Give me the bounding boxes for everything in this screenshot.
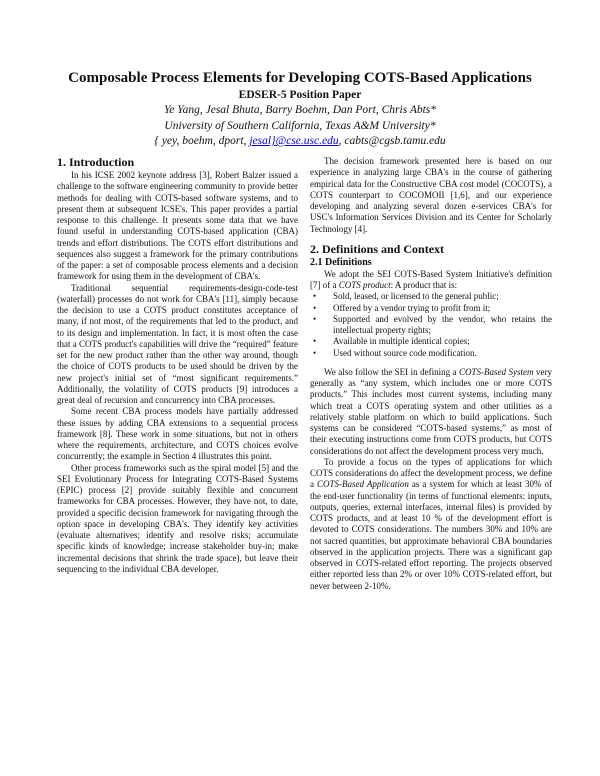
list-item	[310, 291, 552, 302]
cots-based-system-paragraph	[310, 367, 552, 457]
decision-framework-paragraph: The decision framework presented here is based on our experience in analyzing large CBA's in the course of gathering empirical data for the Constructive CBA cost model (COCOTS), a COTS counterpart to COCOMOII [1,6], and our experience developing and analyzing several dozen e-services CBA's for USC's Information Services Division and its Center for Scholarly Technology [4].	[310, 156, 552, 234]
section-heading-definitions: 2. Definitions and Context	[310, 241, 445, 256]
paper-title: Composable Process Elements for Developing COTS-Based Applications	[68, 70, 532, 86]
list-item-text: Used without source code modification.	[333, 347, 477, 358]
bullet-icon: •	[313, 313, 317, 324]
list-item	[310, 348, 552, 359]
cots-based-application-paragraph	[310, 457, 552, 592]
list-item-text: Supported and evolved by the vendor, who retains the intellectual property rights;	[333, 313, 552, 335]
list-item-text: Offered by a vendor trying to profit from it;	[333, 302, 491, 313]
list-item	[310, 303, 552, 314]
bullet-icon: •	[313, 336, 317, 347]
email-suffix: , cabts@cgsb.tamu.edu	[338, 135, 446, 147]
paper-subtitle: EDSER-5 Position Paper	[238, 89, 362, 101]
app-text-rest: as a system for which at least 30% of the end-user functionality (in terms of functional elements: inputs, outputs, queries, external interfaces, internal files) is provided by COTS products, and at least 10 % of the development effort is devoted to COTS considerations. The numbers 30% and 10% are not sacred quantities, but approximate behavioral CBA boundaries observed in the application projects. There was a significant gap observed in COTS-related effort reporting. The projects observed either reported less than 2% or over 10% COTS-related effort, but never between 2-10%.	[310, 479, 552, 591]
list-item	[310, 336, 552, 347]
bullet-icon: •	[313, 347, 317, 358]
email-list	[40, 134, 560, 150]
cots-definition-intro	[310, 269, 552, 292]
left-column	[57, 156, 298, 575]
def-intro-term: COTS product	[338, 280, 391, 290]
system-text-start: We also follow the SEI in defining a	[324, 366, 460, 377]
section-heading-introduction: 1. Introduction	[57, 155, 135, 169]
subsection-heading-definitions: 2.1 Definitions	[310, 256, 372, 268]
waterfall-paragraph: Traditional sequential requirements-design-code-test (waterfall) processes do not work for CBA's [11], simply because the decision to use a COTS product constitutes acceptance of many, if not most, of the requirements that led to the product, and to its design and implementation. In fact, it is most often the case that a COTS product's capabilities will drive the “required” feature set for the new product rather than the other way around, though the choice of COTS products to be used should be driven by the new project's initial set of “most significant requirements.” Additionally, the volatility of COTS products [9] introduces a great deal of recursion and concurrency into CBA processes.	[57, 282, 298, 405]
frameworks-paragraph: Other process frameworks such as the spiral model [5] and the SEI Evolutionary Process for Integrating COTS-Based Systems (EPIC) process [2] provide suitably flexible and concurrent frameworks for CBA processes. However, they have not, to date, provided a specific decision framework for navigating through the option space in developing CBA's. They identify key activities (evaluate alternatives; identify and resolve risks; accumulate specific kinds of knowledge; increase stakeholder buy-in; make incremental decisions that shrink the trade space), but leave their sequencing to the individual CBA developer.	[57, 462, 298, 574]
app-term: COTS-Based Application	[317, 479, 409, 490]
list-item	[310, 314, 552, 337]
email-prefix: { yey, boehm, dport,	[154, 135, 250, 147]
spacer	[310, 359, 552, 367]
title-block	[40, 69, 560, 150]
author-list: Ye Yang, Jesal Bhuta, Barry Boehm, Dan Port, Chris Abts*	[163, 104, 437, 116]
bullet-icon: •	[313, 291, 317, 302]
bullet-icon: •	[313, 302, 317, 313]
right-column	[310, 156, 552, 592]
def-intro-end: : A product that is:	[390, 280, 458, 290]
intro-paragraph: In his ICSE 2002 keynote address [3], Robert Balzer issued a challenge to the software engineering community to provide better methods for dealing with COTS-based software systems, and to present them at subsequent ICSE's. This paper provides a partial response to this challenge. It presents some data that we have found useful in understanding COTS-based application (CBA) trends and effort distributions. The COTS effort distributions and sequences also suggest a framework for the primary contributions of the paper: a set of composable process elements and a decision framework for using them in the development of CBA's.	[57, 170, 298, 282]
app-text-start: To provide a focus on the types of applications for which COTS considerations do affect the development process, we define a	[310, 456, 553, 490]
system-term: COTS-Based System	[459, 366, 534, 377]
process-models-paragraph: Some recent CBA process models have partially addressed these issues by adding CBA extensions to a sequential process framework [8]. These work in some situations, but not in others where the requirements, architecture, and COTS choices evolve concurrently; the example in Section 4 illustrates this point.	[57, 406, 298, 462]
list-item-text: Sold, leased, or licensed to the general public;	[333, 291, 499, 302]
list-item-text: Available in multiple identical copies;	[333, 336, 470, 347]
cots-criteria-list	[310, 291, 552, 359]
email-link[interactable]: jesal}@cse.usc.edu	[249, 135, 339, 147]
def-intro-text: We adopt the SEI COTS-Based System Initiative's definition [7] of a	[310, 268, 552, 290]
affiliation: University of Southern California, Texas A&M University*	[164, 119, 436, 132]
system-text-rest: very generally as “any system, which includes one or more COTS products.” This includes most current systems, including many which treat a COTS operating system and other utilities as a relatively stable platform on which to build applications. Such systems can be considered “COTS-based systems,” as most of their executing instructions come from COTS products, but COTS considerations do not affect the development process very much.	[310, 366, 552, 456]
